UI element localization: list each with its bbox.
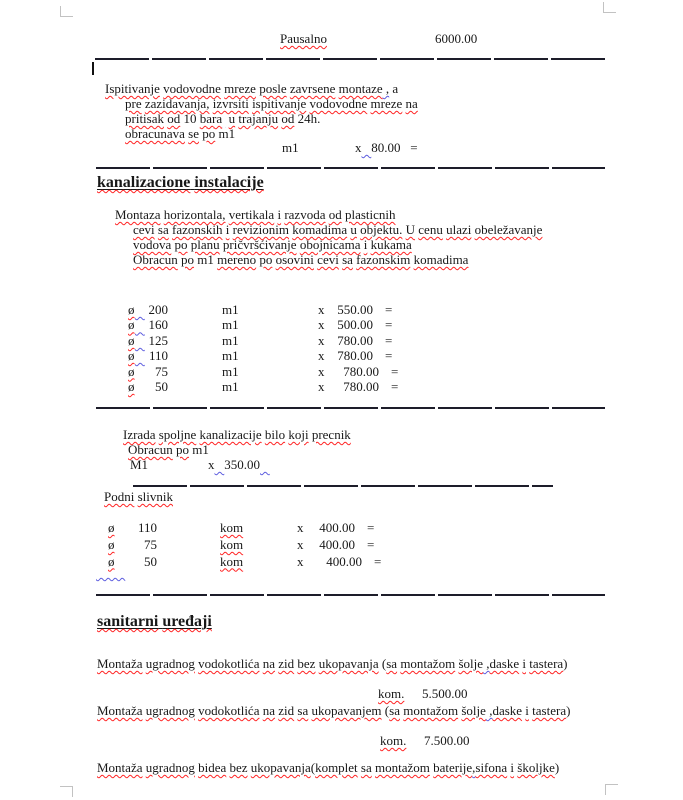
table-cell-price: 550.00 (337, 302, 373, 317)
misspelled-word-run: pričvršćivanje (222, 237, 297, 252)
table-cell-x: x (297, 536, 304, 552)
misspelled-word-run: precnik (311, 427, 351, 442)
table-cell-dia: ø (128, 348, 135, 364)
table-cell-x: x (318, 302, 325, 317)
misspelled-word-run: ukopavanja (250, 760, 311, 775)
misspelled-word-run: Montaza (115, 207, 161, 222)
table-cell-price: 500.00 (337, 317, 373, 333)
misspelled-word-run: sa (360, 760, 372, 775)
misspelled-word-run: osovini (275, 252, 314, 267)
table-cell-num: 75 (155, 363, 168, 379)
table-cell-x: x (318, 317, 325, 333)
text-boundary-mark-bottom-left (60, 786, 73, 797)
misspelled-word-run: montažom (375, 760, 430, 775)
text-run: = (400, 140, 418, 155)
table-cell-unit: kom (220, 520, 244, 535)
misspelled-word-run: montažom (400, 656, 456, 671)
table-cell-unit: m1 (222, 378, 239, 394)
table-cell-dia: ø (128, 302, 135, 317)
table-cell-num: 125 (148, 332, 168, 348)
separator-rule-5 (96, 594, 605, 596)
text-run: m1 (192, 442, 209, 457)
misspelled-word-run: ispitivanje (252, 96, 307, 111)
misspelled-word-run: komadima (413, 252, 469, 267)
misspelled-word-run: planu (190, 237, 220, 252)
para1-line-3 (125, 111, 320, 126)
text-run: ) (563, 656, 568, 671)
text-run: 24h. (294, 111, 321, 126)
table-cell-unit: m1 (222, 302, 239, 317)
misspelled-word-run: Pausalno (280, 31, 327, 46)
para3-unit: M1 (130, 457, 149, 472)
misspelled-word-run: ulazi (446, 222, 472, 237)
misspelled-word-run: razvoda (284, 207, 326, 222)
table-cell-price: 780.00 (337, 332, 373, 348)
sanitary-value-1: 5.500.00 (422, 686, 468, 701)
grammar-squiggle-run: , (483, 656, 490, 671)
misspelled-word-run: šolje (458, 656, 484, 671)
para2-line-4 (133, 252, 468, 267)
table-cell-num: 110 (148, 348, 168, 364)
misspelled-word-run: i (225, 222, 230, 237)
misspelled-word-run: i (363, 237, 368, 252)
misspelled-word-run: uređaji (162, 613, 212, 630)
misspelled-word-run: sa (386, 656, 398, 671)
table-row (0, 317, 683, 332)
table-cell-eq: = (385, 348, 393, 364)
para1-line-1 (105, 81, 398, 96)
table-cell-dia: ø (108, 553, 115, 569)
section-heading-kanalizacione (97, 174, 264, 192)
table-cell-price: 780.00 (337, 348, 373, 364)
para3-line-1 (123, 427, 351, 442)
sanitary-value-2: 7.500.00 (424, 733, 470, 748)
para2-line-3 (133, 237, 412, 252)
misspelled-word-run: obojnicama (299, 237, 361, 252)
table-cell-x: x (297, 553, 304, 569)
table-cell-num: 200 (148, 302, 168, 317)
misspelled-word-run: daske (489, 656, 520, 671)
misspelled-word-run: bidea (198, 760, 227, 775)
misspelled-word-run: tastera (532, 703, 567, 718)
misspelled-word-run: vodovodne (309, 96, 368, 111)
misspelled-word-run: sa (389, 703, 400, 718)
misspelled-word-run: sa (157, 222, 169, 237)
misspelled-word-run: vodova (133, 237, 172, 252)
table-cell-num: 75 (144, 536, 157, 552)
text-run: ) (566, 703, 571, 718)
misspelled-word-run: cenu (418, 222, 443, 237)
table-cell-unit: m1 (222, 332, 239, 348)
grammar-squiggle-run (96, 563, 125, 578)
table-cell-unit: m1 (222, 348, 239, 364)
misspelled-word-run: bilo (264, 427, 286, 442)
misspelled-word-run: instalacije (194, 174, 264, 191)
para1-calc (355, 140, 418, 155)
separator-rule-4 (133, 485, 553, 487)
misspelled-word-run: u (350, 222, 357, 237)
misspelled-word-run: Montaža (97, 656, 143, 671)
table-cell-price: 400.00 (319, 536, 355, 552)
text-run: 10 (180, 111, 200, 126)
table-cell-price: 400.00 (326, 553, 362, 569)
misspelled-word-run: izvrsiti (212, 96, 249, 111)
misspelled-word-run: fazonskim (356, 252, 411, 267)
table-cell-x: x (318, 363, 325, 379)
sanitary-kom-2 (380, 733, 406, 748)
para1-unit: m1 (282, 140, 299, 155)
misspelled-word-run: revizionim (232, 222, 289, 237)
misspelled-word-run: U (405, 222, 416, 237)
misspelled-word-run: na (262, 703, 276, 718)
table-cell-eq: = (391, 363, 399, 379)
table-cell-unit: kom (220, 536, 244, 552)
misspelled-word-run: sanitarni (97, 613, 159, 630)
table-cell-x: x (318, 348, 325, 364)
misspelled-word-run: školjke (517, 760, 555, 775)
text-boundary-mark-bottom-right (605, 784, 618, 795)
table-cell-eq: = (374, 553, 382, 569)
table-cell-eq: = (385, 332, 393, 348)
misspelled-word-run: ugradnog (145, 703, 195, 718)
table-cell-dia: ø (108, 536, 115, 552)
table-cell-num: 50 (144, 553, 157, 569)
grammar-squiggle-run: , (472, 760, 476, 775)
grammar-squiggle-run: , (485, 703, 493, 718)
para1-line-4 (125, 126, 235, 141)
misspelled-word-run: na (405, 96, 418, 111)
section-heading-sanitarni (97, 613, 212, 631)
text-run: m1 (197, 252, 214, 267)
misspelled-word-run: objektu. (360, 222, 403, 237)
stray-grammar-squiggle (96, 563, 125, 578)
table-cell-unit: m1 (222, 363, 239, 379)
table-cell-dia: ø (128, 378, 135, 394)
misspelled-word-run: ukopavanja (318, 656, 379, 671)
text-run: ( (378, 656, 387, 671)
misspelled-word-run: vertikala (228, 207, 275, 222)
text-run: ( (310, 760, 316, 775)
text-run: x (208, 457, 215, 472)
misspelled-word-run: zid (278, 656, 295, 671)
misspelled-word-run: obeležavanje (474, 222, 543, 237)
misspelled-word-run: pritisak (125, 111, 164, 126)
misspelled-word-run: po (174, 237, 188, 252)
misspelled-word-run: ugradnog (145, 656, 195, 671)
misspelled-word-run: kom. (378, 686, 405, 701)
table-cell-eq: = (367, 536, 375, 552)
misspelled-word-run: Montaža (97, 760, 143, 775)
text-run: 350.00 (224, 457, 260, 472)
misspelled-word-run: sa (342, 252, 353, 267)
misspelled-word-run: tastera (529, 656, 564, 671)
separator-rule-1 (95, 58, 605, 60)
pausalno-amount: 6000.00 (435, 31, 478, 46)
misspelled-word-run: horizontala, (163, 207, 226, 222)
table-cell-eq: = (391, 378, 399, 394)
misspelled-word-run: na (262, 656, 276, 671)
misspelled-word-run: zid (278, 703, 295, 718)
table-cell-unit: m1 (222, 317, 239, 333)
misspelled-word-run: baterije (433, 760, 473, 775)
misspelled-word-run: bara (199, 111, 223, 126)
table-row (0, 520, 683, 537)
misspelled-word-run: se (188, 126, 200, 141)
misspelled-word-run: mereno (217, 252, 257, 267)
text-boundary-mark-top-right (603, 2, 616, 13)
misspelled-word-run: posle (259, 81, 287, 96)
misspelled-word-run: i (525, 703, 529, 718)
misspelled-word-run: pre (125, 96, 142, 111)
table-row (0, 348, 683, 363)
misspelled-word-run: od (281, 111, 295, 126)
table-row (0, 364, 683, 379)
misspelled-word-run: po (181, 252, 195, 267)
misspelled-word-run: bez (297, 656, 316, 671)
misspelled-word-run: po (202, 126, 216, 141)
table-cell-dia: ø (128, 363, 135, 379)
text-run: ( (381, 703, 390, 718)
misspelled-word-run: zazidavanja, (144, 96, 210, 111)
table-cell-eq: = (385, 317, 393, 333)
text-run: ) (554, 760, 560, 775)
misspelled-word-run: od (328, 207, 342, 222)
misspelled-word-run: po (176, 442, 190, 457)
para3-line-2 (128, 442, 209, 457)
sanitary-line-1 (97, 656, 568, 671)
sanitary-line-3 (97, 760, 559, 775)
para2-line-1 (115, 207, 396, 222)
para1-line-2 (125, 96, 418, 111)
misspelled-word-run: mreze (370, 96, 403, 111)
misspelled-word-run: Obracun (128, 442, 173, 457)
table-row (0, 333, 683, 348)
misspelled-word-run: ukopavanjem (311, 703, 382, 718)
pipe-price-table (0, 302, 683, 394)
misspelled-word-run: kanalizacione (97, 174, 191, 191)
sanitary-line-2 (97, 703, 570, 718)
misspelled-word-run: mreze (224, 81, 256, 96)
misspelled-word-run: montaze (338, 81, 383, 96)
separator-rule-2 (96, 167, 605, 169)
misspelled-word-run: i (522, 656, 526, 671)
para3-calc (208, 457, 270, 472)
misspelled-word-run: po (259, 252, 273, 267)
misspelled-word-run: fazonskih (172, 222, 223, 237)
table-cell-price: 400.00 (319, 520, 355, 535)
text-run: x (355, 140, 362, 155)
grammar-squiggle-run (260, 457, 270, 472)
misspelled-word-run: ugradnog (145, 760, 195, 775)
misspelled-word-run: bez (229, 760, 248, 775)
misspelled-word-run: plasticnih (344, 207, 396, 222)
text-run: a (389, 81, 399, 96)
misspelled-word-run: komadima (292, 222, 348, 237)
table-cell-dia: ø (128, 332, 135, 348)
misspelled-word-run: zavrsene (289, 81, 336, 96)
misspelled-word-run: Podni (104, 489, 135, 504)
table-cell-dia: ø (128, 317, 135, 333)
table-cell-eq: = (385, 302, 393, 317)
misspelled-word-run: spoljne (158, 427, 197, 442)
misspelled-word-run: kanalizacije (199, 427, 262, 442)
misspelled-word-run: Izrada (123, 427, 156, 442)
misspelled-word-run: vodovodne (163, 81, 221, 96)
separator-rule-3 (96, 407, 605, 409)
misspelled-word-run: šolje (461, 703, 486, 718)
misspelled-word-run: kom. (380, 733, 407, 748)
table-cell-num: 160 (148, 317, 168, 333)
misspelled-word-run: komplet (315, 760, 358, 775)
table-cell-dia: ø (108, 520, 115, 535)
misspelled-word-run: obracunava (125, 126, 185, 141)
table-cell-x: x (318, 332, 325, 348)
misspelled-word-run: vodokotlića (198, 703, 260, 718)
pausalno-label (280, 31, 327, 46)
misspelled-word-run: sa (297, 703, 309, 718)
podni-slivnik-label (104, 489, 173, 504)
misspelled-word-run: cevi (133, 222, 155, 237)
table-cell-x: x (297, 520, 304, 535)
misspelled-word-run: trajanju (238, 111, 279, 126)
misspelled-word-run: Ispitivanje (105, 81, 160, 96)
text-run: 80.00 (371, 140, 401, 155)
table-row (0, 379, 683, 394)
misspelled-word-run: Obracun (133, 252, 178, 267)
table-cell-x: x (318, 378, 325, 394)
text-boundary-mark-top-left (60, 6, 73, 17)
misspelled-word-run: od (167, 111, 181, 126)
table-row (0, 302, 683, 317)
table-cell-unit: kom (220, 553, 244, 569)
misspelled-word-run: u (228, 111, 236, 126)
table-cell-num: 110 (137, 520, 157, 535)
text-run: m1 (218, 126, 236, 141)
misspelled-word-run: cevi (317, 252, 339, 267)
misspelled-word-run: i (510, 760, 515, 775)
misspelled-word-run: vodokotlića (198, 656, 260, 671)
misspelled-word-run: i (277, 207, 282, 222)
misspelled-word-run: koji (288, 427, 309, 442)
table-cell-num: 50 (155, 378, 168, 394)
misspelled-word-run: daske (492, 703, 523, 718)
misspelled-word-run: Montaža (97, 703, 143, 718)
table-cell-price: 780.00 (343, 363, 379, 379)
misspelled-word-run: kukama (370, 237, 412, 252)
table-cell-eq: = (367, 520, 375, 535)
table-row (0, 537, 683, 554)
sanitary-kom-1 (378, 686, 404, 701)
table-cell-price: 780.00 (343, 378, 379, 394)
grammar-squiggle-run (362, 140, 372, 155)
grammar-squiggle-run (215, 457, 225, 472)
grammar-squiggle-run: , (382, 81, 390, 96)
misspelled-word-run: slivnik (137, 489, 173, 504)
text-cursor (92, 62, 94, 75)
misspelled-word-run: sifona (475, 760, 508, 775)
para2-line-2 (133, 222, 542, 237)
misspelled-word-run: montažom (403, 703, 459, 718)
